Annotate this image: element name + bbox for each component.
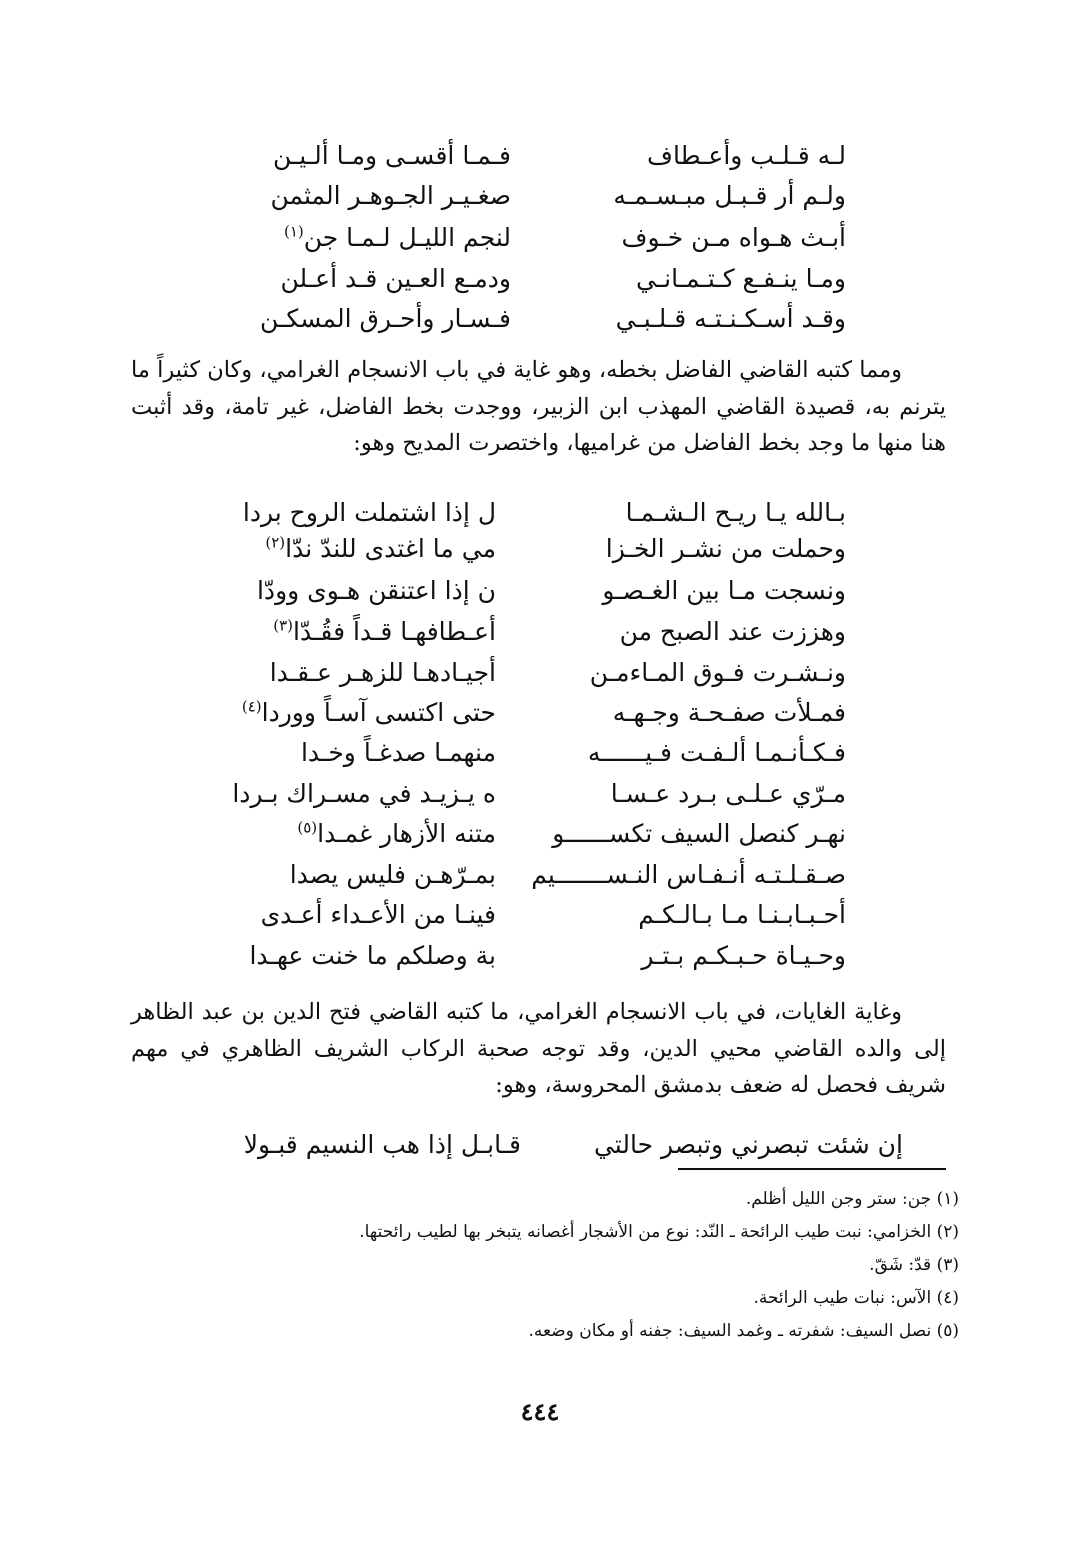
footnotes <box>129 1183 959 1348</box>
verse-hemistich-first: وهززت عند الصبح من <box>619 617 846 646</box>
footnote-marker: (٢) <box>265 533 286 552</box>
footnote-marker: (٤) <box>241 697 262 716</box>
verse-hemistich-second: فـمـا أقسـى ومـا ألـيـن <box>272 141 511 170</box>
verse-hemistich-first: ونسجت مـا بين الغـصـو <box>602 576 846 605</box>
verse-hemistich-second: ه يـزيـد في مسـراك بـردا <box>232 779 496 808</box>
verse-hemistich-first: صـقـلـتـه أنـفـاس النـســـــــيم <box>531 860 846 889</box>
verse-hemistich-first: ومـا ينـفـع كـتـمـانـي <box>635 264 846 293</box>
verse-hemistich-second: ل إذا اشتملت الروح بردا <box>242 498 496 527</box>
verse-hemistich-first: بـالله يـا ريـح الـشـمـا <box>625 498 846 527</box>
paragraph-text: وغاية الغايات، في باب الانسجام الغرامي، ما كتبه القاضي فتح الدين بن عبد الظاهر إلى والده القاضي محيي الدين، وقد توجه صحبة الركاب الشريف الظاهري في مهم شريف فحصل له ضعف بدمشق المحروسة، وهو: <box>131 999 946 1098</box>
verse-hemistich-first: وحـيـاة حـبـكـم بـتـر <box>641 941 846 970</box>
verse-hemistich-second <box>211 614 496 650</box>
verse-text: متنه الأزهار غمـدا <box>317 819 496 848</box>
verse-hemistich-first: فمـلأت صفـحـة وجـهـه <box>612 698 846 727</box>
verse-text: أعـطافهـا قـداً فقُـدّا <box>293 617 496 646</box>
footnote-separator <box>678 1168 946 1170</box>
verse-hemistich-second: فـسـار وأحـرق المسكـن <box>260 304 511 333</box>
verse-hemistich-first: ولـم أر قـبـل مبـسـمـه <box>613 181 846 210</box>
footnote-marker: (٣) <box>273 616 294 635</box>
verse-hemistich-first: أبـث هـواه مـن خـوف <box>621 223 846 252</box>
verse-hemistich-first: لـه قـلـب وأعـطاف <box>647 141 846 170</box>
footnote-marker: (١) <box>283 222 304 241</box>
verse-hemistich-first: ونـشـرت فـوق المـاءمـن <box>589 658 846 687</box>
footnote-item: (٤) الآس: نبات طيب الرائحة. <box>753 1288 959 1308</box>
verse-hemistich-second <box>216 220 511 256</box>
verse-hemistich-second <box>211 695 496 731</box>
verse-hemistich-first: نهـر كنصل السيف تكســــــو <box>552 819 846 848</box>
page-number: ٤٤٤ <box>520 1397 560 1426</box>
verse-hemistich-second: بمـرّهـن فليس يصدا <box>289 860 496 889</box>
verse-hemistich-second: فينـا من الأعـداء أعـدى <box>260 900 496 929</box>
prose-paragraph-1 <box>131 352 946 462</box>
footnote-marker: (٥) <box>297 818 318 837</box>
verse-hemistich-second: أجيـادهـا للزهـر عـقـدا <box>269 658 496 687</box>
verse-text: حتى اكتسى آسـاً ووردا <box>261 698 496 727</box>
verse-hemistich-second: بة وصلكم ما خنت عهـدا <box>249 941 496 970</box>
footnote-item: (١) جن: ستر وجن الليل أظلم. <box>745 1189 959 1209</box>
prose-paragraph-2 <box>131 994 946 1104</box>
verse-hemistich-second: قـابـل إذا هب النسيم قبـولا <box>243 1130 521 1159</box>
verse-hemistich-second: ودمـع العـين قـد أعـلن <box>280 264 511 293</box>
verse-hemistich-first: مـرّي عـلـى بـرد عـسـا <box>610 779 846 808</box>
verse-hemistich-second <box>211 531 496 567</box>
paragraph-text: ومما كتبه القاضي الفاضل بخطه، وهو غاية في باب الانسجام الغرامي، وكان كثيراً ما يترنم به، قصيدة القاضي المهذب ابن الزبير، ووجدت بخط الفاضل، غير تامة، وقد أثبت هنا منها ما وجد بخط الفاضل من غراميها، واختصرت المديح وهو: <box>131 357 946 456</box>
verse-hemistich-first: أحـبـابـنـا مـا بـالـكـم <box>638 900 846 929</box>
verse-hemistich-second: منهمـا صدغـاً وخـدا <box>300 738 496 767</box>
footnote-item: (٥) نصل السيف: شفرته ـ وغمد السيف: جفنه أو مكان وضعه. <box>528 1321 959 1341</box>
verse-hemistich-second: ن إذا اعتنقن هـوى وودّا <box>256 576 496 605</box>
verse-hemistich-second <box>211 816 496 852</box>
verse-hemistich-first: وقـد أسـكـنـتـه قـلـبـي <box>615 304 846 333</box>
verse-text: مي ما اغتدى للندّ ندّا <box>285 534 496 563</box>
verse-hemistich-second: صغـيـر الجـوهـر المثمن <box>270 181 511 210</box>
verse-hemistich-first: إن شئت تبصرني وتبصر حالتي <box>593 1130 903 1159</box>
verse-text: لنجم الليـل لـمـا جن <box>303 223 511 252</box>
verse-hemistich-first: وحملت من نشـر الخـزا <box>605 534 846 563</box>
footnote-item: (٣) قدّ: شَقّ. <box>869 1255 959 1275</box>
footnote-item: (٢) الخزامي: نبت طيب الرائحة ـ النّد: نوع من الأشجار أغصانه يتبخر بها لطيب رائحتها. <box>359 1222 959 1242</box>
verse-hemistich-first: فـكـأنـمـا ألـفـت فـيــــــه <box>587 738 846 767</box>
